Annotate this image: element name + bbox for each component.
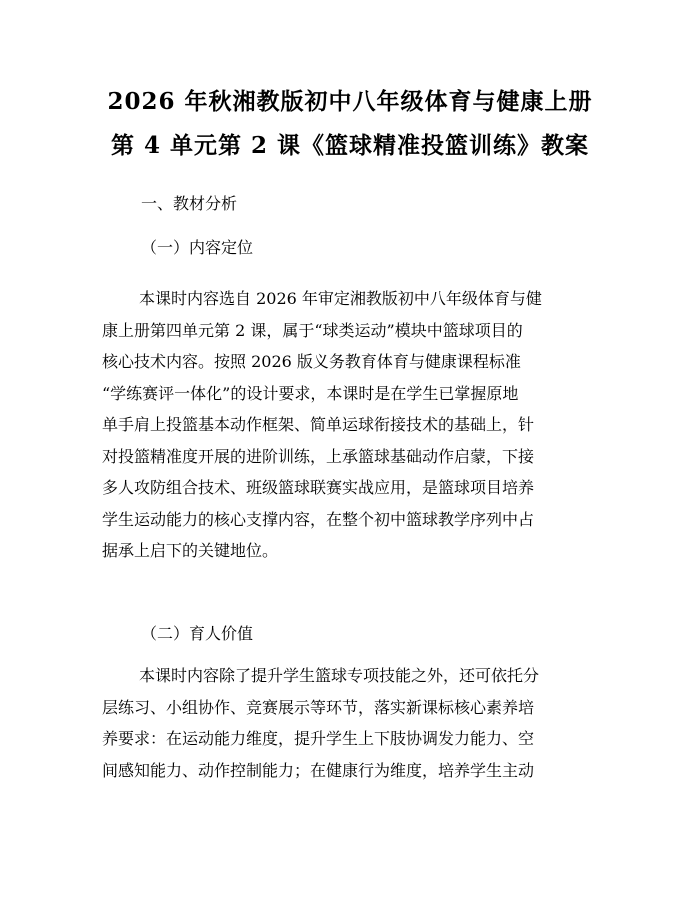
paragraph-line: 单手肩上投篮基本动作框架、简单运球衔接技术的基础上，针 <box>102 415 535 434</box>
paragraph-line: 核心技术内容。按照 2026 版义务教育体育与健康课程标准 <box>102 352 521 371</box>
paragraph-line: 间感知能力、动作控制能力；在健康行为维度，培养学生主动 <box>102 760 535 780</box>
paragraph-line: 对投篮精准度开展的进阶训练，上承篮球基础动作启蒙，下接 <box>102 446 535 466</box>
subsection-heading-content-positioning: （一）内容定位 <box>141 238 254 257</box>
paragraph-content-positioning <box>102 283 598 567</box>
paragraph-line: 康上册第四单元第 2 课，属于“球类运动”模块中篮球项目的 <box>102 320 523 340</box>
paragraph-line: 养要求：在运动能力维度，提升学生上下肢协调发力能力、空 <box>102 729 535 748</box>
paragraph-line: 本课时内容选自 2026 年审定湘教版初中八年级体育与健 <box>139 289 542 308</box>
document-title-line-2: 第 4 单元第 2 课《篮球精准投篮训练》教案 <box>110 132 590 159</box>
paragraph-line: 本课时内容除了提升学生篮球专项技能之外，还可依托分 <box>139 666 540 685</box>
paragraph-line: 多人攻防组合技术、班级篮球联赛实战应用，是篮球项目培养 <box>102 478 535 497</box>
paragraph-line: 学生运动能力的核心支撑内容，在整个初中篮球教学序列中占 <box>102 509 535 529</box>
paragraph-line: 层练习、小组协作、竞赛展示等环节，落实新课标核心素养培 <box>102 697 535 717</box>
subsection-heading-educational-value: （二）育人价值 <box>141 624 254 643</box>
paragraph-line: “学练赛评一体化”的设计要求，本课时是在学生已掌握原地 <box>102 383 519 403</box>
section-heading-materials-analysis: 一、教材分析 <box>141 194 238 213</box>
paragraph-educational-value <box>102 660 598 786</box>
document-title-line-1: 2026 年秋湘教版初中八年级体育与健康上册 <box>107 88 593 115</box>
paragraph-line: 据承上启下的关键地位。 <box>102 541 279 560</box>
